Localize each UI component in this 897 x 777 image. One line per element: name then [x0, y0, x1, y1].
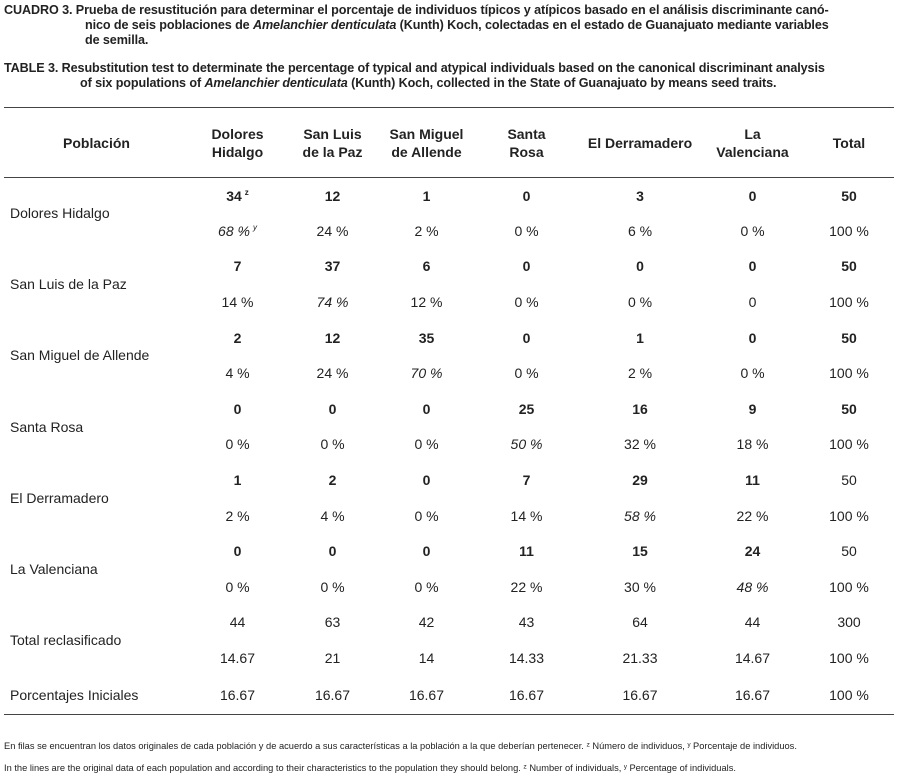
- percent-cell: 24 %: [316, 222, 349, 239]
- count-cell: 44: [744, 614, 761, 631]
- percent-cell: 74 %: [316, 294, 349, 311]
- footnote-spanish: En filas se encuentran los datos originales de cada población y de acuerdo a sus características a la población a la que deberían pertenecer. ᶻ Número de individuos, ʸ Porcentaje de individuos.: [4, 741, 797, 751]
- count-cell: 64: [632, 614, 648, 631]
- caption-text: of six populations of: [80, 76, 205, 90]
- count-cell: 3: [636, 187, 644, 204]
- species-name: Amelanchier denticulata: [204, 76, 348, 90]
- resubstitution-table: [4, 107, 894, 715]
- count-cell: 11: [745, 472, 760, 489]
- percent-cell: 0 %: [320, 436, 345, 453]
- header-text: Población: [63, 134, 130, 151]
- count-cell: 0: [748, 329, 757, 346]
- percent-cell: 2 %: [627, 365, 653, 382]
- header-text: Santa: [507, 125, 546, 142]
- header-text: Valenciana: [716, 143, 789, 160]
- column-header: [4, 108, 189, 178]
- count-cell: 6: [422, 258, 431, 275]
- percent-cell: 100 %: [829, 578, 869, 595]
- count-cell: 0: [748, 258, 757, 275]
- percent-cell: 48 %: [736, 578, 769, 595]
- percent-cell: 0 %: [225, 436, 250, 453]
- count-cell: 37: [324, 258, 341, 275]
- count-cell: 43: [518, 614, 535, 631]
- count-cell: 42: [418, 614, 435, 631]
- count-cell: 0: [233, 543, 242, 560]
- percent-cell: 100 %: [829, 436, 869, 453]
- count-cell: 0: [328, 543, 337, 560]
- percent-cell: 16.67: [189, 676, 286, 715]
- column-header: [579, 108, 701, 178]
- column-header: [474, 108, 579, 178]
- percent-cell: 68 % $^y$: [218, 222, 257, 239]
- count-cell: 0: [636, 258, 644, 275]
- percent-cell: 2 %: [414, 222, 439, 239]
- percent-cell: 100 %: [829, 365, 869, 382]
- count-cell: 50: [841, 258, 857, 275]
- header-row: [4, 108, 894, 178]
- row-label: Porcentajes Iniciales: [4, 676, 189, 715]
- count-cell: 0: [748, 187, 757, 204]
- percent-cell: 0 %: [225, 578, 250, 595]
- row-label: San Miguel de Allende: [10, 347, 150, 364]
- percent-cell: 0 %: [740, 222, 765, 239]
- percent-cell: 18 %: [736, 436, 769, 453]
- count-cell: 0: [522, 258, 531, 275]
- count-cell: 1: [636, 329, 644, 346]
- header-text: El Derramadero: [587, 134, 693, 151]
- count-cell: 7: [233, 258, 242, 275]
- superscript-y: y: [252, 223, 257, 233]
- count-cell: 34 $^z$: [226, 187, 249, 204]
- count-cell: 29: [632, 472, 648, 489]
- caption-label: CUADRO 3.: [4, 3, 73, 17]
- total-reclassified-counts: [4, 605, 894, 641]
- header-text: San Miguel: [389, 125, 464, 142]
- header-text: Rosa: [509, 143, 544, 160]
- percent-cell: 0 %: [414, 578, 439, 595]
- percent-cell: 100 %: [829, 222, 869, 239]
- percent-cell: 14 %: [510, 507, 543, 524]
- percent-cell: 21.33: [622, 650, 658, 667]
- count-cell: 300: [837, 614, 861, 631]
- percent-cell: 16.67: [701, 676, 804, 715]
- percent-cell: 100 %: [829, 650, 869, 667]
- percent-cell: 32 %: [624, 436, 656, 453]
- row-label: La Valenciana: [10, 561, 98, 578]
- count-cell: 11: [519, 543, 534, 560]
- row-label: Dolores Hidalgo: [10, 205, 110, 222]
- percent-cell: 16.67: [579, 676, 701, 715]
- count-cell: 25: [518, 400, 535, 417]
- count-cell: 50: [841, 543, 857, 560]
- count-cell: 2: [328, 472, 337, 489]
- count-cell: 50: [841, 400, 857, 417]
- percent-cell: 21: [324, 650, 341, 667]
- percent-cell: 0 %: [320, 578, 345, 595]
- header-text: La: [744, 125, 761, 142]
- caption-text: Resubstitution test to determinate the percentage of typical and atypical individuals based on the canonical discriminant analysis: [58, 61, 825, 75]
- percent-cell: 14: [418, 650, 435, 667]
- count-cell: 50: [841, 187, 857, 204]
- table-row-counts: [4, 391, 894, 427]
- count-cell: 24: [744, 543, 761, 560]
- percent-cell: 0 %: [414, 507, 439, 524]
- count-cell: 12: [324, 187, 341, 204]
- count-cell: 0: [422, 400, 431, 417]
- count-cell: 16: [632, 400, 648, 417]
- row-label: San Luis de la Paz: [10, 276, 127, 293]
- count-cell: 1: [233, 472, 242, 489]
- header-text: de la Paz: [302, 143, 363, 160]
- count-cell: 15: [632, 543, 648, 560]
- caption-spanish: [4, 3, 894, 48]
- column-header: [189, 108, 286, 178]
- caption-text: (Kunth) Koch, colectadas en el estado de Guanajuato mediante variables: [396, 18, 829, 32]
- percent-cell: 14.67: [219, 650, 256, 667]
- percent-cell: 100 %: [829, 294, 869, 311]
- percent-cell: 0 %: [514, 365, 539, 382]
- percent-cell: 0 %: [627, 294, 653, 311]
- header-text: Hidalgo: [211, 143, 264, 160]
- count-cell: 12: [324, 329, 341, 346]
- footnote-english: In the lines are the original data of each population and according to their characteristics to the population they should belong. ᶻ Number of individuals, ʸ Percentage of individuals.: [4, 763, 736, 773]
- column-header: [379, 108, 474, 178]
- percent-cell: 58 %: [624, 507, 656, 524]
- count-cell: 0: [422, 472, 431, 489]
- caption-english: [4, 61, 894, 91]
- percent-cell: 0: [748, 294, 757, 311]
- caption-text: (Kunth) Koch, collected in the State of Guanajuato by means seed traits.: [347, 76, 777, 90]
- row-label: Total reclasificado: [10, 632, 122, 649]
- table-row-counts: [4, 533, 894, 569]
- species-name: Amelanchier denticulata: [252, 18, 397, 32]
- column-header: [804, 108, 894, 178]
- percent-cell: 0 %: [514, 294, 539, 311]
- count-cell: 0: [422, 543, 431, 560]
- count-cell: 9: [748, 400, 757, 417]
- table-row-counts: [4, 249, 894, 285]
- percent-cell: 70 %: [410, 365, 443, 382]
- count-cell: 50: [841, 329, 857, 346]
- percent-cell: 14.33: [508, 650, 545, 667]
- percent-cell: 4 %: [225, 365, 250, 382]
- count-cell: 50: [841, 472, 857, 489]
- column-header: [286, 108, 379, 178]
- count-cell: 0: [522, 329, 531, 346]
- count-cell: 7: [522, 472, 531, 489]
- superscript-z: z: [244, 187, 249, 197]
- percent-cell: 0 %: [414, 436, 439, 453]
- initial-percentages-row: [4, 676, 894, 715]
- caption-label: TABLE 3.: [4, 61, 59, 75]
- percent-cell: 100 %: [804, 676, 894, 715]
- header-text: de Allende: [391, 143, 462, 160]
- percent-cell: 16.67: [474, 676, 579, 715]
- count-cell: 44: [229, 614, 246, 631]
- percent-cell: 100 %: [829, 507, 869, 524]
- column-header: [701, 108, 804, 178]
- percent-cell: 0 %: [514, 222, 539, 239]
- caption-text: nico de seis poblaciones de: [85, 18, 253, 32]
- caption-text: de semilla.: [85, 33, 149, 47]
- percent-cell: 4 %: [320, 507, 345, 524]
- percent-cell: 12 %: [410, 294, 443, 311]
- percent-cell: 16.67: [379, 676, 474, 715]
- table-row-counts: [4, 320, 894, 356]
- header-text: Total: [832, 134, 866, 151]
- count-cell: 63: [324, 614, 341, 631]
- percent-cell: 14 %: [221, 294, 254, 311]
- percent-cell: 22 %: [510, 578, 543, 595]
- header-text: Dolores: [211, 125, 264, 142]
- count-cell: 1: [422, 187, 431, 204]
- percent-cell: 24 %: [316, 365, 349, 382]
- row-label: El Derramadero: [10, 489, 109, 506]
- count-cell: 0: [522, 187, 531, 204]
- percent-cell: 22 %: [736, 507, 769, 524]
- percent-cell: 16.67: [286, 676, 379, 715]
- count-cell: 0: [233, 400, 242, 417]
- table-row-counts: [4, 178, 894, 214]
- percent-cell: 6 %: [627, 222, 653, 239]
- percent-cell: 14.67: [734, 650, 771, 667]
- percent-cell: 2 %: [225, 507, 250, 524]
- count-cell: 35: [418, 329, 435, 346]
- count-cell: 2: [233, 329, 242, 346]
- percent-cell: 30 %: [624, 578, 656, 595]
- percent-cell: 50 %: [510, 436, 543, 453]
- header-text: San Luis: [303, 125, 362, 142]
- caption-text: Prueba de resustitución para determinar el porcentaje de individuos típicos y atípicos basado en el análisis discriminante canó-: [72, 3, 829, 17]
- table-row-counts: [4, 462, 894, 498]
- count-cell: 0: [328, 400, 337, 417]
- row-label: Santa Rosa: [10, 418, 84, 435]
- percent-cell: 0 %: [740, 365, 765, 382]
